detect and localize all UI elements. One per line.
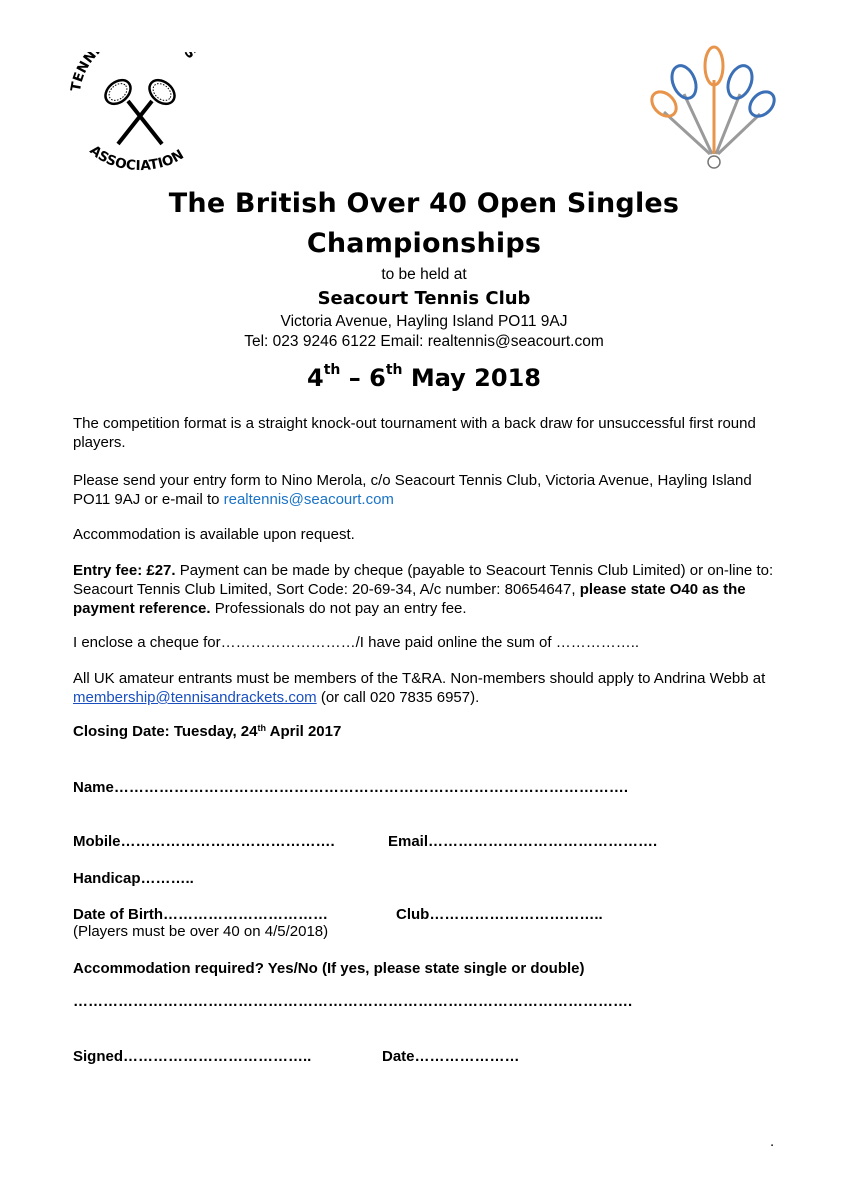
email-field[interactable]: Email……………………………………….	[388, 833, 658, 850]
page-title-line1: The British Over 40 Open Singles	[168, 188, 680, 219]
racket-icon	[647, 87, 710, 154]
handicap-field[interactable]: Handicap………..	[73, 870, 194, 887]
payment-line: I enclose a cheque for………………………/I have paid online the sum of ……………..	[73, 634, 640, 651]
accommodation-question: Accommodation required? Yes/No (If yes, please state single or double)	[73, 960, 585, 977]
logo-top-text: TENN S	[68, 52, 200, 93]
racket-icon	[705, 47, 723, 154]
crossed-rackets-icon	[101, 75, 179, 144]
name-field[interactable]: Name………………………………………………………………………………………….	[73, 779, 629, 796]
racket-icon	[718, 87, 779, 154]
venue-name: Seacourt Tennis Club	[317, 288, 531, 309]
venue-contact: Tel: 023 9246 6122 Email: realtennis@seacourt.com	[244, 333, 604, 350]
logo-bottom-text: ASSOCIATION	[86, 142, 187, 172]
held-at-text: to be held at	[381, 266, 467, 283]
club-field[interactable]: Club……………………………..	[396, 906, 603, 923]
entry-fee-paragraph: Entry fee: £27. Payment can be made by cheque (payable to Seacourt Tennis Club Limited) or on-line to: Seacourt Tennis Club Limited, Sort Code: 20-69-34, A/c number: 80654647, please state O40 as the payment reference. Professionals do not pay an entry fee.	[73, 562, 774, 617]
entry-email-link[interactable]: realtennis@seacourt.com	[223, 491, 394, 508]
membership-paragraph: All UK amateur entrants must be members of the T&RA. Non-members should apply to Andrina Webb at membership@tennisandrackets.com (or call 020 7835 6957).	[73, 670, 766, 706]
date-of-birth-field[interactable]: Date of Birth……………………………	[73, 906, 328, 923]
mobile-field[interactable]: Mobile…………………………………….	[73, 833, 335, 850]
footer-mark: .	[770, 1133, 775, 1150]
entry-instructions-paragraph: Please send your entry form to Nino Merola, c/o Seacourt Tennis Club, Victoria Avenue, Hayling Island PO11 9AJ or e-mail to realtennis@seacourt.com	[73, 472, 752, 508]
date-field[interactable]: Date…………………	[382, 1048, 520, 1065]
closing-date: Closing Date: Tuesday, 24th April 2017	[73, 723, 342, 740]
tra-logo	[66, 52, 216, 172]
membership-email-link[interactable]: membership@tennisandrackets.com	[73, 689, 317, 706]
accommodation-answer-line[interactable]: ………………………………………………………………………………………………….	[73, 993, 633, 1010]
event-dates: 4th – 6th May 2018	[307, 362, 541, 392]
ball-icon	[708, 156, 720, 168]
signature-field[interactable]: Signed………………………………..	[73, 1048, 312, 1065]
age-requirement-note: (Players must be over 40 on 4/5/2018)	[73, 923, 329, 940]
rackets-fan-image	[640, 42, 790, 182]
accommodation-note: Accommodation is available upon request.	[73, 526, 355, 543]
format-paragraph: The competition format is a straight knock-out tournament with a back draw for unsuccessful first round players.	[73, 415, 756, 451]
venue-address: Victoria Avenue, Hayling Island PO11 9AJ	[280, 313, 568, 330]
page-title-line2: Championships	[306, 228, 542, 259]
